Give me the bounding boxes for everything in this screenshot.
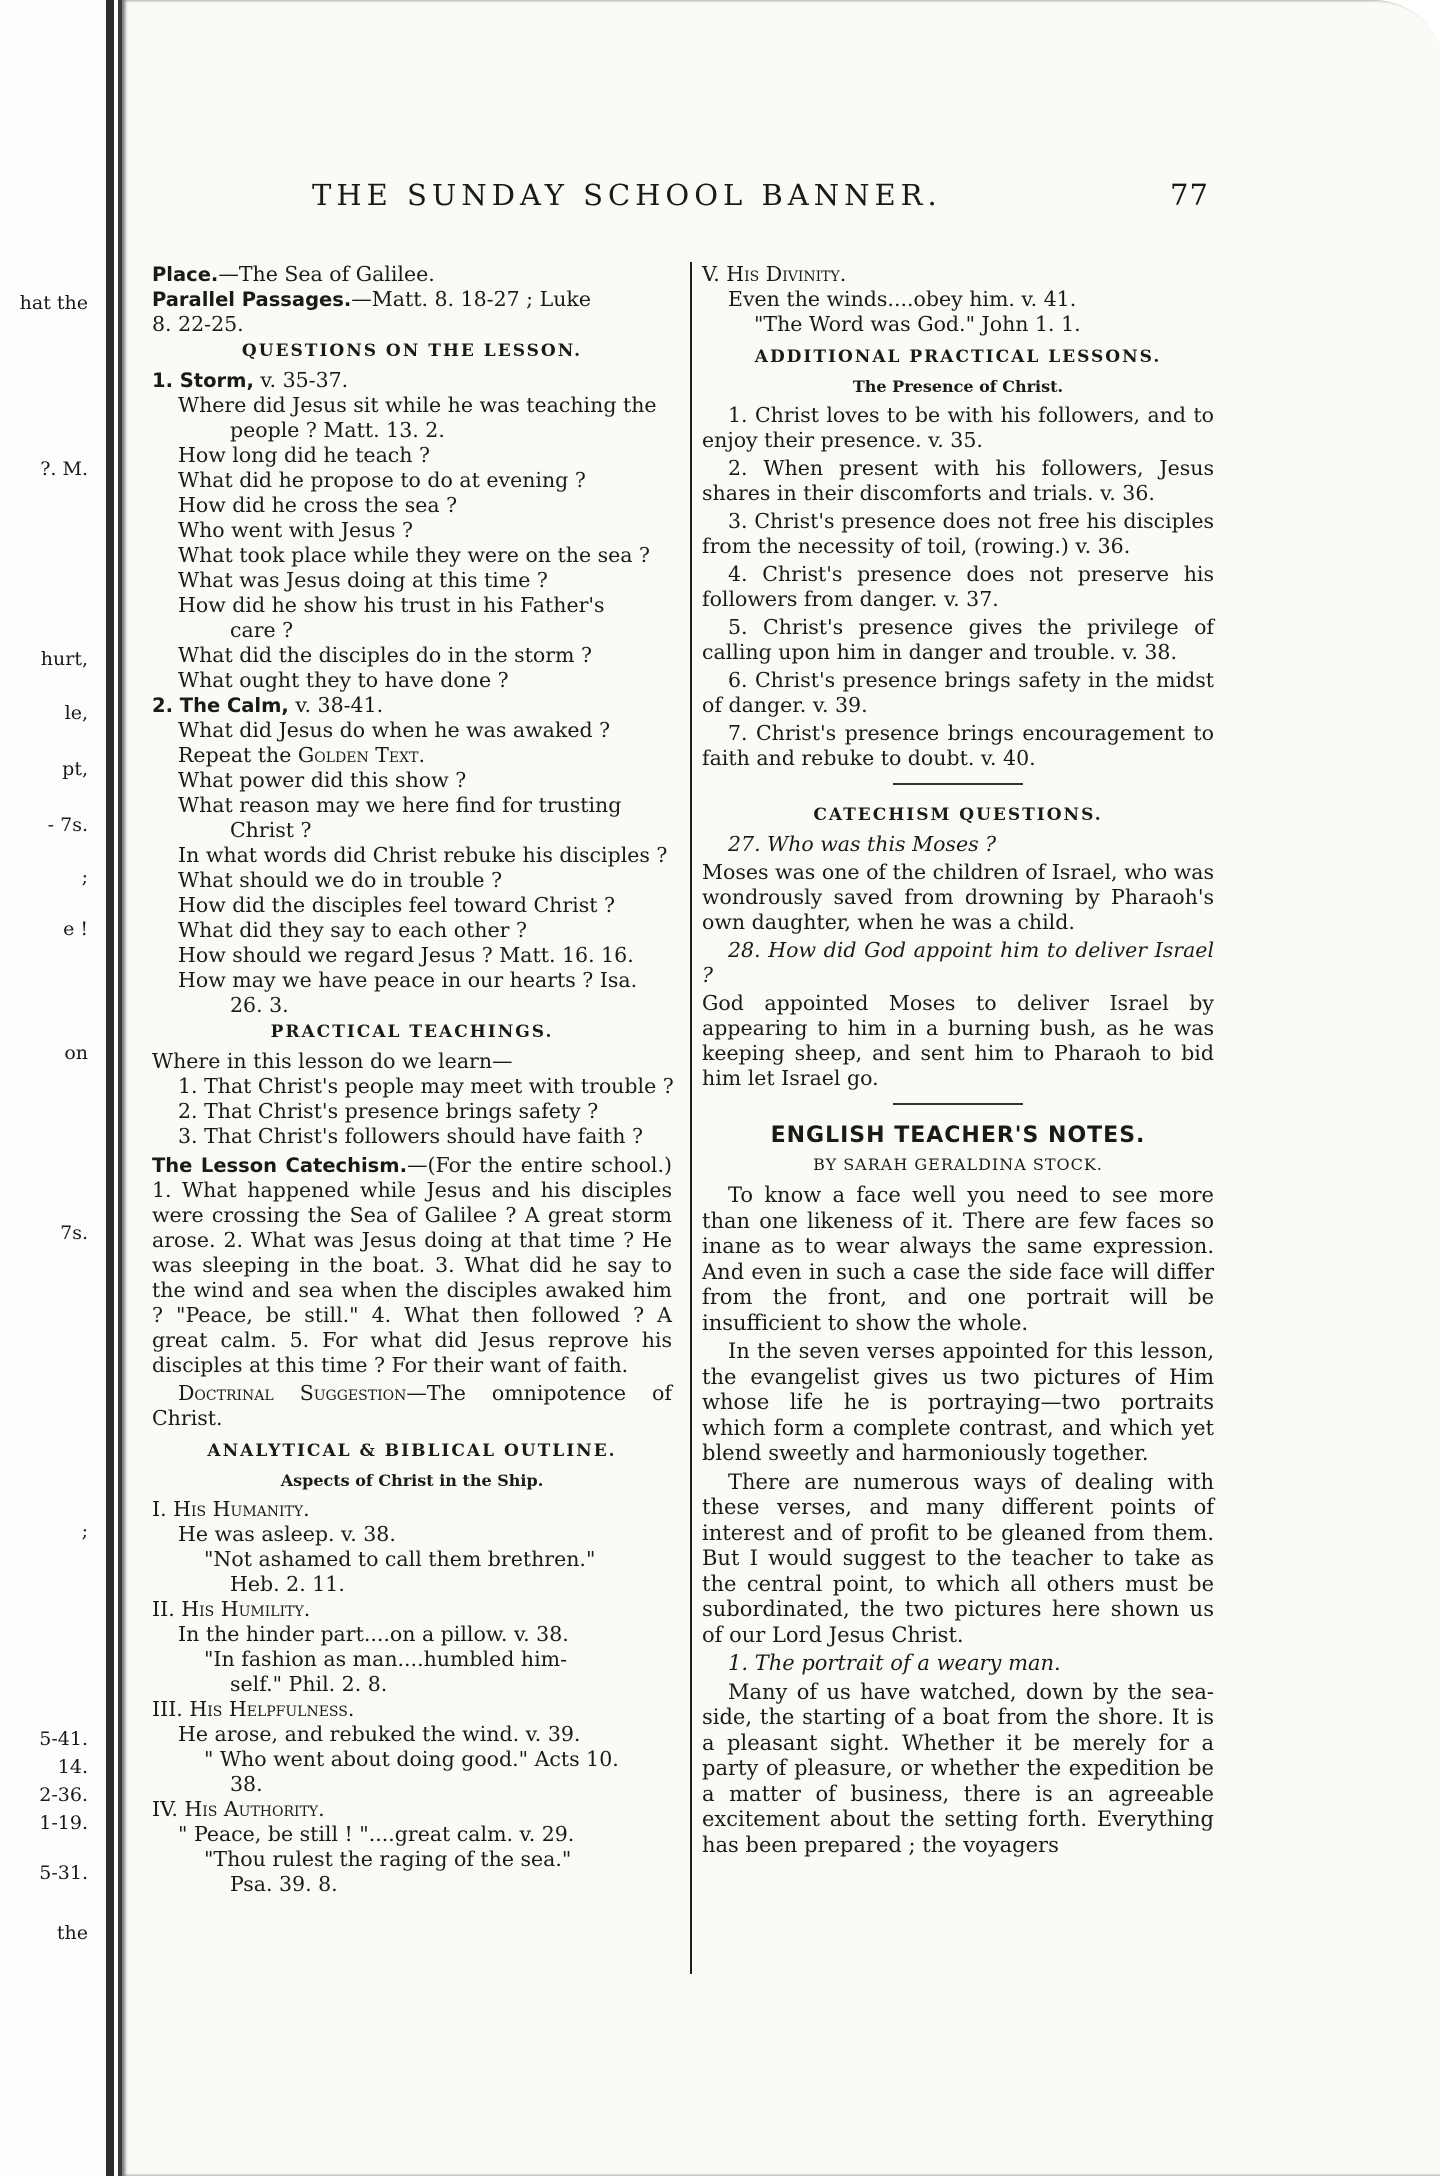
question-line: How did the disciples feel toward Christ ? xyxy=(178,893,615,917)
notes-paragraph: Many of us have watched, down by the sea-side, the starting of a boat from the shore. It is a pleasant sight. Whether it be merely for a party of pleasure, or whether the expedition be a matter of business, there is an agreeable excitement about the setting forth. Everything has been prepared ; the voyagers xyxy=(702,1679,1214,1857)
question-line: How did he cross the sea ? xyxy=(178,493,458,517)
question-line: What took place while they were on the sea ? xyxy=(178,543,650,567)
facing-page-text-fragment: pt, xyxy=(62,758,88,780)
notes-subpoint: 1. The portrait of a weary man. xyxy=(728,1651,1061,1675)
outline-line: I. His Humanity. xyxy=(152,1497,310,1521)
parallel-passages-line: Parallel Passages.—Matt. 8. 18-27 ; Luke xyxy=(152,287,591,311)
question-line: What did the disciples do in the storm ? xyxy=(178,643,592,667)
facing-page-edge xyxy=(0,0,118,2176)
facing-page-text-fragment: 5-31. xyxy=(39,1862,88,1884)
outline-line: Psa. 39. 8. xyxy=(230,1872,338,1896)
lesson-item: 6. Christ's presence brings safety in the midst of danger. v. 39. xyxy=(702,668,1214,717)
question-line: What did he propose to do at evening ? xyxy=(178,468,586,492)
answer-28: God appointed Moses to deliver Israel by appearing to him in a burning bush, as he was keeping sheep, and sent him to Pharaoh to bid him let Israel go. xyxy=(702,991,1214,1090)
outline-line: III. His Helpfulness. xyxy=(152,1697,355,1721)
facing-page-text-fragment: hat the xyxy=(19,292,88,314)
facing-page-text-fragment: le, xyxy=(64,702,88,724)
question-line: people ? Matt. 13. 2. xyxy=(230,418,445,442)
golden-text-line: Repeat the Golden Text. xyxy=(178,743,425,767)
outline-line: 38. xyxy=(230,1772,263,1796)
outline-subheading: Aspects of Christ in the Ship. xyxy=(280,1471,544,1490)
question-line: In what words did Christ rebuke his disciples ? xyxy=(178,843,668,867)
notes-byline: BY SARAH GERALDINA STOCK. xyxy=(813,1155,1103,1174)
parallel-passages-cont: 8. 22-25. xyxy=(152,312,244,336)
question-line: How should we regard Jesus ? Matt. 16. 16. xyxy=(178,943,634,967)
outline-line: In the hinder part....on a pillow. v. 38. xyxy=(178,1622,569,1646)
lesson-catechism: The Lesson Catechism.—(For the entire school.) 1. What happened while Jesus and his disciples were crossing the Sea of Galilee ? A great storm arose. 2. What was Jesus doing at that time ? He was sleeping in the boat. 3. What did he say to the wind and sea when the disciples awaked him ? "Peace, be still." 4. What then followed ? A great calm. 5. For what did Jesus reprove his disciples at this time ? For their want of faith. xyxy=(152,1153,672,1377)
outline-line: "Not ashamed to call them brethren." xyxy=(204,1547,596,1571)
right-column xyxy=(702,262,1214,1861)
practical-item: 2. That Christ's presence brings safety ? xyxy=(178,1099,599,1123)
question-line: What was Jesus doing at this time ? xyxy=(178,568,548,592)
outline-divinity xyxy=(702,262,1214,337)
question-line: 26. 3. xyxy=(230,993,289,1017)
question-27: 27. Who was this Moses ? xyxy=(728,832,997,856)
question-line: How long did he teach ? xyxy=(178,443,430,467)
facing-page-text-fragment: - 7s. xyxy=(47,814,88,836)
section-rule xyxy=(893,783,1023,785)
facing-page-text-fragment: on xyxy=(64,1042,88,1064)
calm-heading: 2. The Calm, v. 38-41. xyxy=(152,693,384,717)
question-line: How may we have peace in our hearts ? Isa. xyxy=(178,968,638,992)
section-rule-2 xyxy=(893,1103,1023,1105)
outline-line: "In fashion as man....humbled him- xyxy=(204,1647,568,1671)
lesson-item: 5. Christ's presence gives the privilege of calling upon him in danger and trouble. v. 38. xyxy=(702,615,1214,664)
page-number: 77 xyxy=(1170,178,1209,212)
lesson-item: 1. Christ loves to be with his followers, and to enjoy their presence. v. 35. xyxy=(702,403,1214,452)
question-line: What reason may we here find for trusting xyxy=(178,793,622,817)
notes-paragraph: To know a face well you need to see more than one likeness of it. There are few faces so inane as to wear always the same expression. And even in such a case the side face will differ from the front, and one portrait will be insufficient to show the whole. xyxy=(702,1183,1214,1335)
column-divider xyxy=(690,262,692,1974)
practical-intro: Where in this lesson do we learn— xyxy=(152,1049,513,1073)
facing-page-text-fragment: 1-19. xyxy=(39,1812,88,1834)
question-line: What ought they to have done ? xyxy=(178,668,509,692)
notes-heading: ENGLISH TEACHER'S NOTES. xyxy=(770,1123,1146,1148)
practical-list xyxy=(152,1074,672,1149)
outline-line: " Who went about doing good." Acts 10. xyxy=(204,1747,619,1771)
outline-line: "The Word was God." John 1. 1. xyxy=(754,312,1081,336)
question-28: 28. How did God appoint him to deliver Israel ? xyxy=(702,938,1214,987)
outline-line: He was asleep. v. 38. xyxy=(178,1522,396,1546)
questions-heading: QUESTIONS ON THE LESSON. xyxy=(241,341,583,361)
lesson-item: 3. Christ's presence does not free his disciples from the necessity of toil, (rowing.) v. 36. xyxy=(702,509,1214,558)
outline-line: Even the winds....obey him. v. 41. xyxy=(728,287,1077,311)
outline-line: II. His Humility. xyxy=(152,1597,311,1621)
lesson-item: 7. Christ's presence brings encouragement to faith and rebuke to doubt. v. 40. xyxy=(702,721,1214,770)
question-line: What should we do in trouble ? xyxy=(178,868,503,892)
binding-shadow xyxy=(106,0,114,2176)
question-line: Who went with Jesus ? xyxy=(178,518,413,542)
outline-line: "Thou rulest the raging of the sea." xyxy=(204,1847,572,1871)
additional-lessons-subheading: The Presence of Christ. xyxy=(852,377,1064,396)
outline-heading: ANALYTICAL & BIBLICAL OUTLINE. xyxy=(207,1441,617,1461)
question-line: What did they say to each other ? xyxy=(178,918,527,942)
outline-line: " Peace, be still ! "....great calm. v. 29. xyxy=(178,1822,575,1846)
outline-line: IV. His Authority. xyxy=(152,1797,325,1821)
facing-page-text-fragment: ?. M. xyxy=(40,458,88,480)
question-line: How did he show his trust in his Father's xyxy=(178,593,605,617)
practical-item: 3. That Christ's followers should have faith ? xyxy=(178,1124,643,1148)
notes-paragraph: In the seven verses appointed for this lesson, the evangelist gives us two pictures of Him whose life he is portraying—two portraits which form a complete contrast, and which yet blend sweetly and harmoniously together. xyxy=(702,1339,1214,1465)
outline-line: self." Phil. 2. 8. xyxy=(230,1672,388,1696)
page-title: THE SUNDAY SCHOOL BANNER. xyxy=(312,178,942,212)
storm-heading: 1. Storm, v. 35-37. xyxy=(152,368,349,392)
outline-line: V. His Divinity. xyxy=(702,262,847,286)
facing-page-text-fragment: hurt, xyxy=(40,648,88,670)
facing-page-text-fragment: 7s. xyxy=(60,1222,88,1244)
outline-line: Heb. 2. 11. xyxy=(230,1572,345,1596)
facing-page-text-fragment: e ! xyxy=(63,918,88,940)
catechism-questions-heading: CATECHISM QUESTIONS. xyxy=(813,805,1103,825)
left-column xyxy=(152,262,672,1897)
outline-list xyxy=(152,1497,672,1897)
answer-27: Moses was one of the children of Israel, who was wondrously saved from drowning by Pharaoh's own daughter, when he was a child. xyxy=(702,860,1214,934)
place-line: Place.—The Sea of Galilee. xyxy=(152,262,435,286)
facing-page-text-fragment: 2-36. xyxy=(39,1784,88,1806)
calm-questions xyxy=(152,768,672,1018)
facing-page-text-fragment: 5-41. xyxy=(39,1728,88,1750)
facing-page-text-fragment: ; xyxy=(81,1520,88,1542)
lesson-item: 4. Christ's presence does not preserve his followers from danger. v. 37. xyxy=(702,562,1214,611)
question-line: What power did this show ? xyxy=(178,768,467,792)
lesson-item: 2. When present with his followers, Jesus shares in their discomforts and trials. v. 36. xyxy=(702,456,1214,505)
practical-item: 1. That Christ's people may meet with trouble ? xyxy=(178,1074,674,1098)
additional-lessons-heading: ADDITIONAL PRACTICAL LESSONS. xyxy=(754,347,1162,367)
running-header xyxy=(312,178,1212,218)
storm-questions xyxy=(152,393,672,693)
notes-paragraph: There are numerous ways of dealing with these verses, and many different points of interest and of profit to be gleaned from them. But I would suggest to the teacher to take as the central point, to which all others must be subordinated, the two pictures here shown us of our Lord Jesus Christ. xyxy=(702,1469,1214,1647)
question-line: care ? xyxy=(230,618,294,642)
doctrinal-suggestion: Doctrinal Suggestion—The omnipotence of Christ. xyxy=(152,1381,672,1430)
facing-page-text-fragment: ; xyxy=(81,866,88,888)
facing-page-text-fragment: 14. xyxy=(57,1756,88,1778)
practical-heading: PRACTICAL TEACHINGS. xyxy=(270,1022,554,1042)
question-line: Christ ? xyxy=(230,818,312,842)
outline-line: He arose, and rebuked the wind. v. 39. xyxy=(178,1722,581,1746)
question-line: Where did Jesus sit while he was teaching the xyxy=(178,393,657,417)
facing-page-text-fragment: the xyxy=(56,1922,88,1944)
calm-question: What did Jesus do when he was awaked ? xyxy=(178,718,611,742)
additional-lessons-list xyxy=(702,403,1214,771)
